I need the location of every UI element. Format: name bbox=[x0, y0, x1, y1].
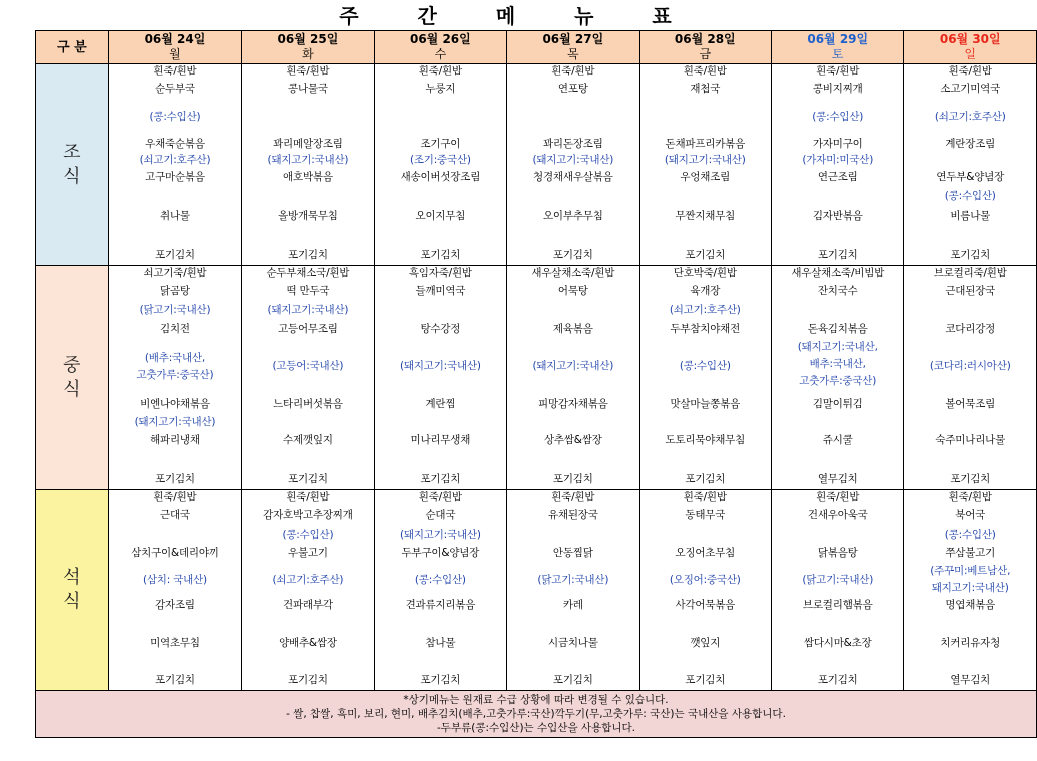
origin-note: (돼지고기:국내산) bbox=[267, 154, 349, 166]
gubun-header: 구 분 bbox=[36, 31, 109, 64]
menu-item: 닭볶음탕 bbox=[817, 547, 858, 559]
menu-item: 상추쌈&쌈장 bbox=[543, 434, 602, 446]
meal-cell bbox=[507, 490, 639, 691]
breakfast-label bbox=[36, 64, 109, 266]
origin-note: (주꾸미:베트남산, bbox=[930, 565, 1011, 577]
meal-name: 석 식 bbox=[63, 567, 81, 612]
menu-item: 근대국 bbox=[160, 509, 190, 521]
origin-note: (배추:국내산, bbox=[144, 352, 205, 364]
menu-item: 우엉채조림 bbox=[680, 171, 731, 183]
menu-item: 견과류지리볶음 bbox=[405, 599, 476, 611]
menu-item: 포기김치 bbox=[685, 249, 726, 261]
meal-cell bbox=[639, 266, 771, 490]
menu-item: 연포탕 bbox=[557, 83, 588, 95]
origin-note: (콩:수입산) bbox=[944, 190, 996, 202]
menu-item: 감자조림 bbox=[155, 599, 195, 611]
menu-item: 우불고기 bbox=[288, 547, 328, 559]
day-header bbox=[639, 31, 771, 64]
menu-item: 비엔나야채볶음 bbox=[140, 398, 210, 410]
menu-item: 브로컬리죽/흰밥 bbox=[933, 267, 1007, 279]
menu-item: 포기김치 bbox=[817, 249, 858, 261]
lunch-row bbox=[36, 266, 1037, 490]
meal-cell bbox=[242, 490, 374, 691]
origin-note: (삼치: 국내산) bbox=[142, 574, 207, 586]
origin-note: (돼지고기:국내산) bbox=[400, 529, 481, 541]
menu-item: 해파리냉채 bbox=[150, 434, 200, 446]
menu-item: 쭈삼불고기 bbox=[945, 547, 996, 559]
menu-item: 볼어묵조림 bbox=[945, 398, 996, 410]
menu-item: 흰죽/흰밥 bbox=[816, 65, 860, 77]
menu-item: 흰죽/흰밥 bbox=[683, 491, 727, 503]
meal-cell bbox=[904, 64, 1037, 266]
day-header bbox=[507, 31, 639, 64]
day-header bbox=[108, 31, 241, 64]
menu-item: 무짠지채무침 bbox=[675, 210, 736, 222]
menu-item: 포기김치 bbox=[420, 674, 461, 686]
menu-item: 흰죽/흰밥 bbox=[816, 491, 860, 503]
menu-item: 포기김치 bbox=[817, 674, 858, 686]
menu-item: 미역초무침 bbox=[150, 637, 200, 649]
menu-item: 제육볶음 bbox=[552, 323, 593, 335]
origin-note: (돼지고기:국내산) bbox=[267, 304, 349, 316]
menu-item: 계란장조림 bbox=[945, 138, 996, 150]
menu-item: 잔치국수 bbox=[817, 285, 858, 297]
menu-item: 미나리무생채 bbox=[410, 434, 471, 446]
day-date: 06월 30일 bbox=[939, 32, 1001, 46]
origin-note: (콩:수입산) bbox=[282, 529, 334, 541]
day-date: 06월 25일 bbox=[277, 32, 339, 46]
menu-item: 숙주미나리나물 bbox=[935, 434, 1006, 446]
meal-cell bbox=[374, 266, 506, 490]
menu-item: 흰죽/흰밥 bbox=[683, 65, 727, 77]
notice-cell bbox=[36, 691, 1037, 738]
day-date: 06월 28일 bbox=[674, 32, 736, 46]
menu-item: 오이지무침 bbox=[415, 210, 466, 222]
menu-item: 들깨미역국 bbox=[415, 285, 466, 297]
menu-item: 콩비지찌개 bbox=[812, 83, 863, 95]
menu-item: 건파래부각 bbox=[283, 599, 333, 611]
day-header bbox=[242, 31, 374, 64]
notice-line: -두부류(콩:수입산)는 수입산을 사용합니다. bbox=[437, 722, 635, 734]
day-weekday: 토 bbox=[831, 47, 844, 61]
menu-item: 떡 만두국 bbox=[286, 285, 330, 297]
meal-cell bbox=[772, 490, 904, 691]
menu-item: 흰죽/흰밥 bbox=[286, 491, 330, 503]
meal-cell bbox=[639, 64, 771, 266]
menu-item: 양배추&쌈장 bbox=[279, 637, 337, 649]
day-weekday: 화 bbox=[302, 47, 314, 61]
menu-item: 오징어초무침 bbox=[675, 547, 736, 559]
meal-cell bbox=[904, 490, 1037, 691]
origin-note: (돼지고기:국내산) bbox=[134, 416, 216, 428]
origin-note: 배추:국내산, bbox=[809, 358, 866, 370]
menu-item: 흰죽/흰밥 bbox=[153, 65, 197, 77]
origin-note: (콩:수입산) bbox=[812, 111, 864, 123]
menu-item: 김말이튀김 bbox=[812, 398, 863, 410]
meal-cell bbox=[507, 64, 639, 266]
menu-item: 근대된장국 bbox=[945, 285, 996, 297]
meal-cell bbox=[639, 490, 771, 691]
menu-item: 새우살채소죽/흰밥 bbox=[531, 267, 615, 279]
menu-item: 수제깻잎지 bbox=[283, 434, 333, 446]
origin-note: 돼지고기:국내산) bbox=[931, 582, 1009, 594]
origin-note: (고등어:국내산) bbox=[272, 360, 344, 372]
menu-item: 돈채파프리카볶음 bbox=[665, 138, 746, 150]
menu-item: 포기김치 bbox=[288, 674, 328, 686]
menu-item: 김자반볶음 bbox=[812, 210, 863, 222]
menu-item: 쌈다시마&초장 bbox=[803, 637, 872, 649]
meal-cell bbox=[374, 64, 506, 266]
origin-note: (쇠고기:호주산) bbox=[934, 111, 1006, 123]
day-date: 06월 29일 bbox=[807, 32, 869, 46]
menu-item: 포기김치 bbox=[950, 473, 991, 485]
menu-item: 치커리유자청 bbox=[940, 637, 1001, 649]
menu-item: 감자호박고추장찌개 bbox=[263, 509, 353, 521]
page-title: 주 간 메 뉴 표 bbox=[339, 4, 698, 28]
day-header-sunday bbox=[904, 31, 1037, 64]
menu-item: 포기김치 bbox=[155, 674, 195, 686]
menu-item: 탕수강정 bbox=[420, 323, 461, 335]
menu-item: 쥬시쿨 bbox=[822, 434, 853, 446]
meal-cell bbox=[507, 266, 639, 490]
menu-item: 포기김치 bbox=[155, 473, 195, 485]
menu-item: 두부참치야채전 bbox=[670, 323, 741, 335]
menu-item: 안동찜닭 bbox=[552, 547, 593, 559]
menu-item: 북어국 bbox=[955, 509, 986, 521]
menu-item: 계란찜 bbox=[425, 398, 456, 410]
meal-cell bbox=[374, 490, 506, 691]
menu-item: 누룽지 bbox=[425, 83, 456, 95]
menu-item: 카레 bbox=[562, 599, 583, 611]
menu-item: 조기구이 bbox=[420, 138, 461, 150]
menu-item: 새송이버섯장조림 bbox=[400, 171, 481, 183]
menu-item: 코다리강정 bbox=[945, 323, 996, 335]
menu-item: 흰죽/흰밥 bbox=[153, 491, 197, 503]
meal-name: 조 식 bbox=[63, 141, 81, 187]
menu-item: 흰죽/흰밥 bbox=[551, 491, 595, 503]
origin-note: (돼지고기:국내산) bbox=[532, 360, 614, 372]
origin-note: (쇠고기:호주산) bbox=[669, 304, 741, 316]
menu-item: 포기김치 bbox=[288, 473, 328, 485]
menu-item: 참나물 bbox=[425, 637, 456, 649]
origin-note: (콩:수입산) bbox=[414, 574, 466, 586]
menu-item: 브로컬리햄볶음 bbox=[802, 599, 873, 611]
menu-item: 비름나물 bbox=[950, 210, 991, 222]
menu-item: 포기김치 bbox=[420, 473, 461, 485]
origin-note: (콩:수입산) bbox=[679, 360, 731, 372]
origin-note: (콩:수입산) bbox=[944, 529, 996, 541]
meal-cell bbox=[242, 266, 374, 490]
footer-notes bbox=[36, 691, 1037, 738]
day-weekday: 금 bbox=[699, 47, 712, 61]
day-weekday: 목 bbox=[567, 47, 579, 61]
origin-note: (닭고기:국내산) bbox=[802, 574, 874, 586]
notice-line: - 쌀, 찹쌀, 흑미, 보리, 현미, 배추김치(배추,고춧가루:국산)깍두기(무,고춧가루: 국산)는 국내산을 사용합니다. bbox=[286, 708, 786, 720]
menu-item: 흰죽/흰밥 bbox=[286, 65, 330, 77]
origin-note: (코다리:러시아산) bbox=[929, 360, 1011, 372]
menu-item: 돈육김치볶음 bbox=[807, 323, 868, 335]
origin-note: (돼지고기:국내산) bbox=[400, 360, 481, 372]
menu-item: 단호박죽/흰밥 bbox=[673, 267, 737, 279]
menu-item: 오이부추무침 bbox=[542, 210, 603, 222]
origin-note: (닭고기:국내산) bbox=[537, 574, 609, 586]
menu-item: 연근조림 bbox=[817, 171, 858, 183]
origin-note: 고춧가루:중국산) bbox=[136, 369, 214, 381]
menu-item: 깻잎지 bbox=[690, 637, 721, 649]
meal-cell bbox=[904, 266, 1037, 490]
menu-item: 흰죽/흰밥 bbox=[418, 491, 462, 503]
meal-cell bbox=[108, 490, 241, 691]
menu-item: 포기김치 bbox=[552, 674, 593, 686]
header-row bbox=[36, 31, 1037, 64]
menu-item: 포기김치 bbox=[420, 249, 461, 261]
day-weekday: 수 bbox=[434, 47, 447, 61]
menu-item: 흑임자죽/흰밥 bbox=[408, 267, 472, 279]
menu-item: 명엽채볶음 bbox=[945, 599, 996, 611]
menu-item: 재첩국 bbox=[690, 83, 721, 95]
menu-item: 고구마순볶음 bbox=[145, 171, 205, 183]
menu-item: 느타리버섯볶음 bbox=[273, 398, 343, 410]
menu-item: 도토리묵야채무침 bbox=[665, 434, 746, 446]
menu-item: 꽈리돈장조림 bbox=[542, 138, 603, 150]
menu-item: 피망감자채볶음 bbox=[538, 398, 608, 410]
origin-note: (닭고기:국내산) bbox=[139, 304, 211, 316]
menu-item: 포기김치 bbox=[155, 249, 195, 261]
menu-item: 새우살채소죽/비빔밥 bbox=[791, 267, 885, 279]
menu-item: 순두부채소국/흰밥 bbox=[266, 267, 350, 279]
menu-item: 어묵탕 bbox=[557, 285, 588, 297]
menu-item: 소고기미역국 bbox=[940, 83, 1001, 95]
menu-item: 닭곰탕 bbox=[160, 285, 190, 297]
meal-cell bbox=[242, 64, 374, 266]
menu-item: 맛살마늘쫑볶음 bbox=[670, 398, 741, 410]
menu-item: 애호박볶음 bbox=[283, 171, 333, 183]
menu-item: 포기김치 bbox=[950, 249, 991, 261]
menu-item: 포기김치 bbox=[552, 249, 593, 261]
menu-item: 올방개묵무침 bbox=[278, 210, 338, 222]
menu-item: 동태무국 bbox=[685, 509, 726, 521]
menu-item: 꽈리메알장조림 bbox=[273, 138, 343, 150]
day-header-saturday bbox=[772, 31, 904, 64]
menu-item: 포기김치 bbox=[552, 473, 593, 485]
menu-item: 흰죽/흰밥 bbox=[948, 65, 992, 77]
meal-name: 중 식 bbox=[63, 354, 81, 400]
origin-note: (가자미:미국산) bbox=[802, 154, 874, 166]
menu-item: 열무김치 bbox=[817, 473, 858, 485]
day-date: 06월 24일 bbox=[144, 32, 206, 46]
menu-item: 삼치구이&데리야끼 bbox=[131, 547, 219, 559]
menu-item: 연두부&양념장 bbox=[936, 171, 1005, 183]
menu-item: 콩나물국 bbox=[288, 83, 328, 95]
menu-item: 두부구이&양념장 bbox=[401, 547, 480, 559]
menu-item: 가자미구이 bbox=[812, 138, 863, 150]
origin-note: (조기:중국산) bbox=[409, 154, 471, 166]
day-weekday: 월 bbox=[169, 47, 181, 61]
dinner-label bbox=[36, 490, 109, 691]
menu-item: 취나물 bbox=[160, 210, 190, 222]
origin-note: (쇠고기:호주산) bbox=[139, 154, 211, 166]
menu-item: 청경채새우살볶음 bbox=[533, 171, 613, 183]
breakfast-row bbox=[36, 64, 1037, 266]
dinner-row bbox=[36, 490, 1037, 691]
menu-item: 김치전 bbox=[160, 323, 190, 335]
day-weekday: 일 bbox=[964, 47, 977, 61]
origin-note: (오징어:중국산) bbox=[669, 574, 741, 586]
menu-item: 포기김치 bbox=[685, 473, 726, 485]
day-date: 06월 27일 bbox=[542, 32, 604, 46]
menu-item: 시금치나물 bbox=[547, 637, 598, 649]
meal-cell bbox=[772, 64, 904, 266]
meal-cell bbox=[108, 266, 241, 490]
menu-item: 흰죽/흰밥 bbox=[948, 491, 992, 503]
weekly-menu-table bbox=[35, 30, 1037, 738]
origin-note: (돼지고기:국내산, bbox=[797, 341, 878, 353]
notice-line: *상기메뉴는 원재료 수급 상황에 따라 변경될 수 있습니다. bbox=[403, 694, 669, 706]
origin-note: 고춧가루:중국산) bbox=[799, 375, 877, 387]
menu-item: 흰죽/흰밥 bbox=[551, 65, 595, 77]
menu-item: 육개장 bbox=[690, 285, 721, 297]
origin-note: (콩:수입산) bbox=[149, 111, 201, 123]
menu-item: 우채죽순볶음 bbox=[145, 138, 205, 150]
origin-note: (돼지고기:국내산) bbox=[532, 154, 614, 166]
menu-item: 순두부국 bbox=[155, 83, 195, 95]
menu-item: 순대국 bbox=[425, 509, 456, 521]
menu-item: 열무김치 bbox=[950, 674, 991, 686]
lunch-label bbox=[36, 266, 109, 490]
origin-note: (돼지고기:국내산) bbox=[664, 154, 746, 166]
menu-item: 쇠고기죽/흰밥 bbox=[143, 267, 207, 279]
menu-item: 사각어묵볶음 bbox=[675, 599, 736, 611]
menu-item: 고등어무조림 bbox=[278, 323, 338, 335]
menu-item: 건새우아욱국 bbox=[807, 509, 868, 521]
meal-cell bbox=[108, 64, 241, 266]
meal-cell bbox=[772, 266, 904, 490]
menu-item: 유채된장국 bbox=[547, 509, 598, 521]
menu-item: 포기김치 bbox=[288, 249, 328, 261]
origin-note: (쇠고기:호주산) bbox=[272, 574, 344, 586]
day-header bbox=[374, 31, 506, 64]
menu-item: 흰죽/흰밥 bbox=[418, 65, 462, 77]
day-date: 06월 26일 bbox=[409, 32, 471, 46]
menu-item: 포기김치 bbox=[685, 674, 726, 686]
